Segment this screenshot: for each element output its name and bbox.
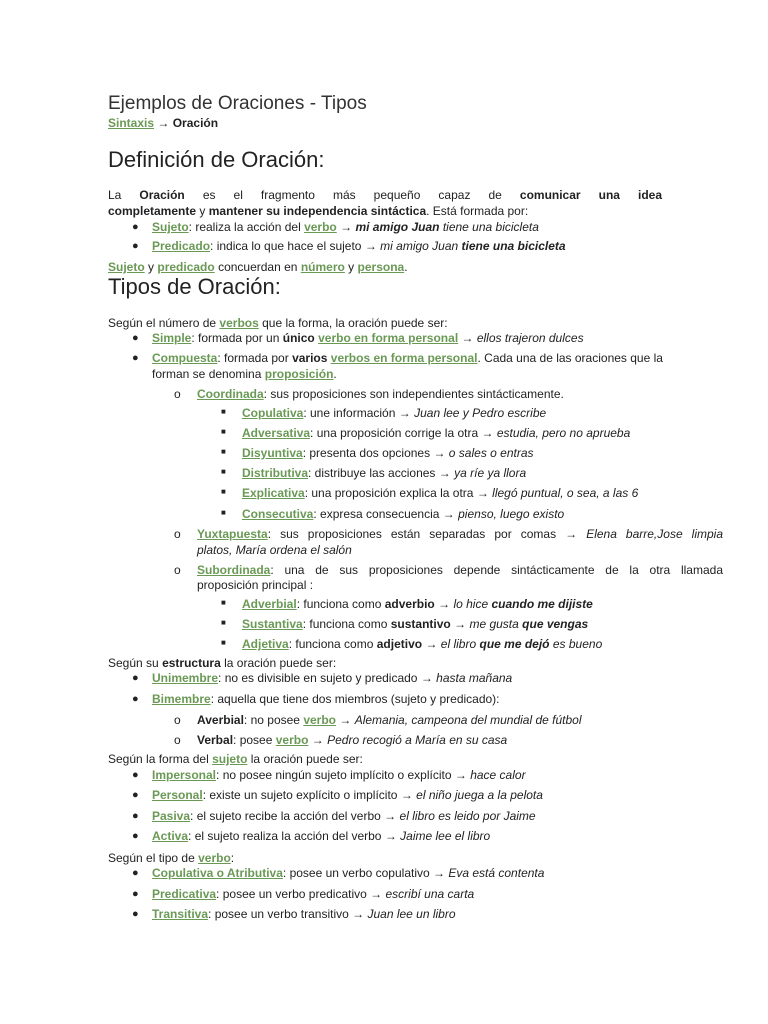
list-item-yuxtapuesta-line2: platos, María ordena el salón [197,543,352,557]
link-sujeto[interactable]: Sujeto [108,260,145,274]
tipos-intro: Según el número de verbos que la forma, la oración puede ser: [108,316,448,330]
forma-sujeto-intro: Según la forma del sujeto la oración puede ser: [108,752,363,766]
bullet-icon: ● [132,830,139,842]
link-explicativa[interactable]: Explicativa [242,486,305,500]
square-bullet-icon: ■ [221,447,226,456]
concordance-line: Sujeto y predicado concuerdan en número y persona. [108,260,408,274]
link-personal[interactable]: Personal [152,788,203,802]
link-bimembre[interactable]: Bimembre [152,692,211,706]
link-predicado[interactable]: predicado [157,260,215,274]
link-compuesta[interactable]: Compuesta [152,351,218,365]
square-bullet-icon: ■ [221,407,226,416]
list-item-compuesta-line2: forman se denomina proposición. [152,367,337,381]
list-item-coordinada: Coordinada: sus proposiciones son independientes sintácticamente. [197,387,564,401]
list-item-adversativa: Adversativa: una proposición corrige la otra → estudia, pero no aprueba [242,426,631,440]
link-persona[interactable]: persona [357,260,405,274]
link-verbo[interactable]: verbo [198,851,231,865]
list-item-verbal: Verbal: posee verbo → Pedro recogió a María en su casa [197,733,508,747]
bullet-icon: ● [132,789,139,801]
list-item-unimembre: Unimembre: no es divisible en sujeto y predicado → hasta mañana [152,671,513,685]
list-item-adjetiva: Adjetiva: funciona como adjetivo → el libro que me dejó es bueno [242,637,603,651]
bullet-icon: ● [132,908,139,920]
definition-paragraph-line2: completamente y mantener su independencia sintáctica. Está formada por: [108,204,529,218]
list-item-yuxtapuesta: Yuxtapuesta: sus proposiciones están separadas por comas → Elena barre,Jose limpia [197,527,723,541]
list-item-compuesta: Compuesta: formada por varios verbos en forma personal. Cada una de las oraciones que la [152,351,663,365]
link-copulativa-atributiva[interactable]: Copulativa o Atributiva [152,866,283,880]
link-verbo[interactable]: verbo [275,733,309,747]
link-verbos[interactable]: verbos [219,316,259,330]
square-bullet-icon: ■ [221,427,226,436]
list-item-transitiva: Transitiva: posee un verbo transitivo → Juan lee un libro [152,907,456,921]
list-item-impersonal: Impersonal: no posee ningún sujeto implícito o explícito → hace calor [152,768,526,782]
square-bullet-icon: ■ [221,487,226,496]
list-item-disyuntiva: Disyuntiva: presenta dos opciones → o sales o entras [242,446,534,460]
link-simple[interactable]: Simple [152,331,192,345]
square-bullet-icon: ■ [221,618,226,627]
list-item-sujeto: Sujeto: realiza la acción del verbo → mi amigo Juan tiene una bicicleta [152,220,539,234]
circle-bullet-icon: o [174,563,181,577]
link-sujeto[interactable]: Sujeto [152,220,189,234]
bullet-icon: ● [132,332,139,344]
link-distributiva[interactable]: Distributiva [242,466,309,480]
circle-bullet-icon: o [174,387,181,401]
bullet-icon: ● [132,888,139,900]
square-bullet-icon: ■ [221,638,226,647]
list-item-pasiva: Pasiva: el sujeto recibe la acción del verbo → el libro es leido por Jaime [152,809,536,823]
circle-bullet-icon: o [174,713,181,727]
square-bullet-icon: ■ [221,598,226,607]
breadcrumb: Sintaxis → Oración [108,116,219,130]
bullet-icon: ● [132,769,139,781]
link-verbo[interactable]: verbo [304,220,337,234]
link-numero[interactable]: número [300,260,345,274]
circle-bullet-icon: o [174,527,181,541]
list-item-averbial: Averbial: no posee verbo → Alemania, campeona del mundial de fútbol [197,713,582,727]
link-adjetiva[interactable]: Adjetiva [242,637,289,651]
breadcrumb-link-sintaxis[interactable]: Sintaxis [108,116,155,130]
link-verbo[interactable]: verbo [303,713,336,727]
section-heading-definicion: Definición de Oración: [108,147,325,172]
link-copulativa[interactable]: Copulativa [242,406,304,420]
link-pasiva[interactable]: Pasiva [152,809,191,823]
list-item-personal: Personal: existe un sujeto explícito o implícito → el niño juega a la pelota [152,788,543,802]
bullet-icon: ● [132,221,139,233]
square-bullet-icon: ■ [221,508,226,517]
bullet-icon: ● [132,810,139,822]
list-item-distributiva: Distributiva: distribuye las acciones → ya ríe ya llora [242,466,527,480]
link-subordinada[interactable]: Subordinada [197,563,271,577]
list-item-predicado: Predicado: indica lo que hace el sujeto → mi amigo Juan tiene una bicicleta [152,239,566,253]
bullet-icon: ● [132,867,139,879]
bullet-icon: ● [132,693,139,705]
list-item-adverbial: Adverbial: funciona como adverbio → lo hice cuando me dijiste [242,597,593,611]
list-item-copulativa-atributiva: Copulativa o Atributiva: posee un verbo copulativo → Eva está contenta [152,866,545,880]
list-item-copulativa: Copulativa: une información → Juan lee y Pedro escribe [242,406,547,420]
list-item-subordinada: Subordinada: una de sus proposiciones depende sintácticamente de la otra llamada [197,563,723,577]
bullet-icon: ● [132,672,139,684]
bullet-icon: ● [132,352,139,364]
list-item-simple: Simple: formada por un único verbo en forma personal → ellos trajeron dulces [152,331,584,345]
link-verbo-forma-personal[interactable]: verbo en forma personal [318,331,459,345]
link-sustantiva[interactable]: Sustantiva [242,617,303,631]
link-disyuntiva[interactable]: Disyuntiva [242,446,303,460]
list-item-explicativa: Explicativa: una proposición explica la otra → llegó puntual, o sea, a las 6 [242,486,639,500]
link-yuxtapuesta[interactable]: Yuxtapuesta [197,527,268,541]
bullet-icon: ● [132,240,139,252]
link-activa[interactable]: Activa [152,829,189,843]
estructura-intro: Según su estructura la oración puede ser: [108,656,337,670]
list-item-subordinada-line2: proposición principal : [197,578,314,592]
page-title: Ejemplos de Oraciones - Tipos [108,93,367,114]
link-coordinada[interactable]: Coordinada [197,387,264,401]
square-bullet-icon: ■ [221,467,226,476]
link-proposicion[interactable]: proposición [264,367,334,381]
link-transitiva[interactable]: Transitiva [152,907,209,921]
definition-paragraph: La Oración es el fragmento más pequeño capaz de comunicar una idea [108,188,662,202]
list-item-activa: Activa: el sujeto realiza la acción del verbo → Jaime lee el libro [152,829,491,843]
link-verbos-forma-personal[interactable]: verbos en forma personal [330,351,478,365]
tipo-verbo-intro: Según el tipo de verbo: [108,851,235,865]
link-adverbial[interactable]: Adverbial [242,597,297,611]
link-unimembre[interactable]: Unimembre [152,671,219,685]
link-predicado[interactable]: Predicado [152,239,211,253]
list-item-predicativa: Predicativa: posee un verbo predicativo → escribí una carta [152,887,475,901]
section-heading-tipos: Tipos de Oración: [108,274,281,299]
list-item-sustantiva: Sustantiva: funciona como sustantivo → me gusta que vengas [242,617,589,631]
list-item-bimembre: Bimembre: aquella que tiene dos miembros (sujeto y predicado): [152,692,500,706]
link-impersonal[interactable]: Impersonal [152,768,217,782]
list-item-consecutiva: Consecutiva: expresa consecuencia → pienso, luego existo [242,507,565,521]
link-predicativa[interactable]: Predicativa [152,887,217,901]
link-consecutiva[interactable]: Consecutiva [242,507,314,521]
link-adversativa[interactable]: Adversativa [242,426,311,440]
link-sujeto[interactable]: sujeto [212,752,248,766]
circle-bullet-icon: o [174,733,181,747]
